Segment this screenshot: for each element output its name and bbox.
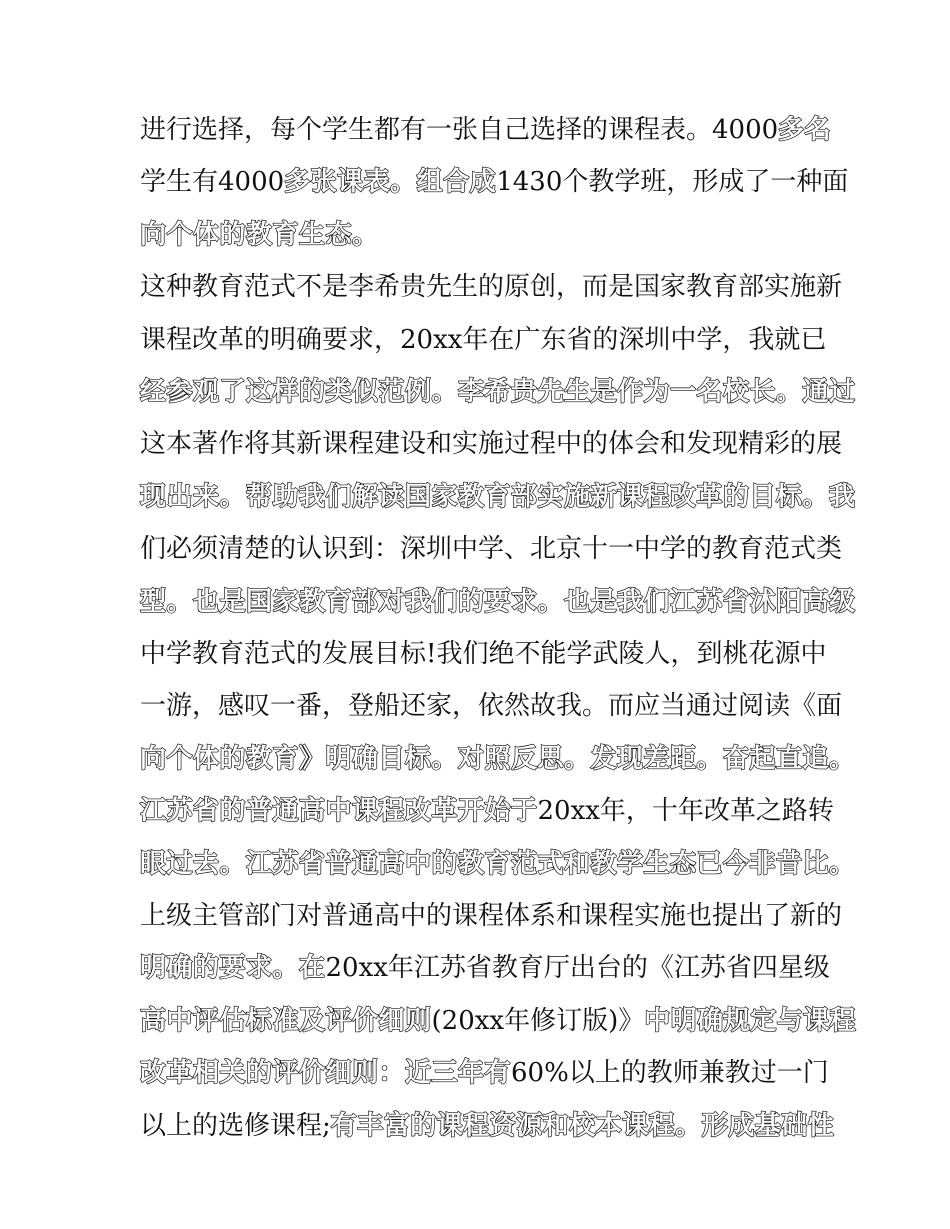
text-segment: 这种教育范式不是李希贵先生的原创，而是国家教育部实施新 — [140, 272, 843, 303]
text-line — [140, 1001, 857, 1041]
text-segment: 20xx年，十年改革之路转 — [537, 796, 834, 827]
outlined-text-segment: 型。也是国家教育部对我们的要求。也是我们江苏省沭阳高级 — [140, 586, 856, 617]
text-segment: 以上的选修课程; — [140, 1110, 331, 1141]
text-line — [140, 215, 820, 255]
text-segment: 课程改革的明确要求，20xx年在广东省的深圳中学，我就已 — [140, 324, 827, 355]
outlined-text-segment: 多名 — [778, 115, 832, 145]
outlined-text-segment: 明确的要求。在 — [140, 953, 326, 984]
outlined-text-segment: 经参观了这样的类似范例。李希贵先生是作为一名校长。通过 — [140, 377, 856, 407]
text-line — [140, 896, 843, 936]
outlined-text-segment: 多张课表。组合成 — [284, 167, 497, 198]
text-line — [140, 1106, 835, 1146]
text-segment: 中学教育范式的发展目标!我们绝不能学武陵人，到桃花源中 — [140, 639, 827, 669]
text-line — [140, 110, 832, 150]
text-segment: 这本著作将其新课程建设和实施过程中的体会和发现精彩的展 — [140, 429, 843, 460]
text-line — [140, 948, 830, 988]
text-segment: 学生有4000 — [140, 167, 285, 198]
text-line — [140, 267, 843, 307]
text-segment: 上级主管部门对普通高中的课程体系和课程实施也提出了新的 — [140, 901, 843, 931]
outlined-text-segment: 有丰富的课程资源和校本课程。形成基础性 — [330, 1110, 835, 1141]
text-segment: 一游，感叹一番，登船还家，依然故我。而应当通过阅读《面 — [140, 691, 843, 722]
text-line — [140, 791, 834, 831]
text-segment: 60%以上的教师兼教过一门 — [511, 1058, 829, 1089]
text-line — [140, 477, 856, 517]
text-line — [140, 844, 856, 884]
text-segment: 们必须清楚的认识到：深圳中学、北京十一中学的教育范式类 — [140, 534, 843, 565]
text-line — [140, 634, 827, 674]
text-line — [140, 529, 843, 569]
text-line — [140, 739, 856, 779]
text-segment: 20xx年江苏省教育厅出台的《江苏省四星级 — [325, 953, 830, 984]
text-segment: 1430个教学班，形成了一种面 — [496, 167, 849, 198]
outlined-text-segment: 眼过去。江苏省普通高中的教育范式和教学生态已今非昔比。 — [140, 848, 856, 879]
text-segment: (20xx年修订版)》 — [431, 1005, 645, 1036]
text-line — [140, 1053, 829, 1093]
outlined-text-segment: 向个体的教育》明确目标。对照反思。发现差距。奋起直追。 — [140, 743, 856, 774]
text-line — [140, 582, 856, 622]
outlined-text-segment: 改革相关的评价细则：近三年有 — [140, 1058, 512, 1089]
outlined-text-segment: 江苏省的普通高中课程改革开始于 — [140, 796, 538, 827]
outlined-text-segment: 中明确规定与课程 — [644, 1005, 857, 1036]
outlined-text-segment: 高中评估标准及评价细则 — [140, 1005, 432, 1036]
text-line — [140, 320, 827, 360]
outlined-text-segment: 向个体的教育生态。 — [140, 219, 379, 250]
text-line — [140, 424, 843, 464]
text-line — [140, 162, 849, 202]
text-line — [140, 686, 843, 726]
text-line — [140, 372, 856, 412]
text-segment: 进行选择，每个学生都有一张自己选择的课程表。4000 — [140, 115, 779, 145]
outlined-text-segment: 现出来。帮助我们解读国家教育部实施新课程改革的目标。我 — [140, 481, 856, 512]
